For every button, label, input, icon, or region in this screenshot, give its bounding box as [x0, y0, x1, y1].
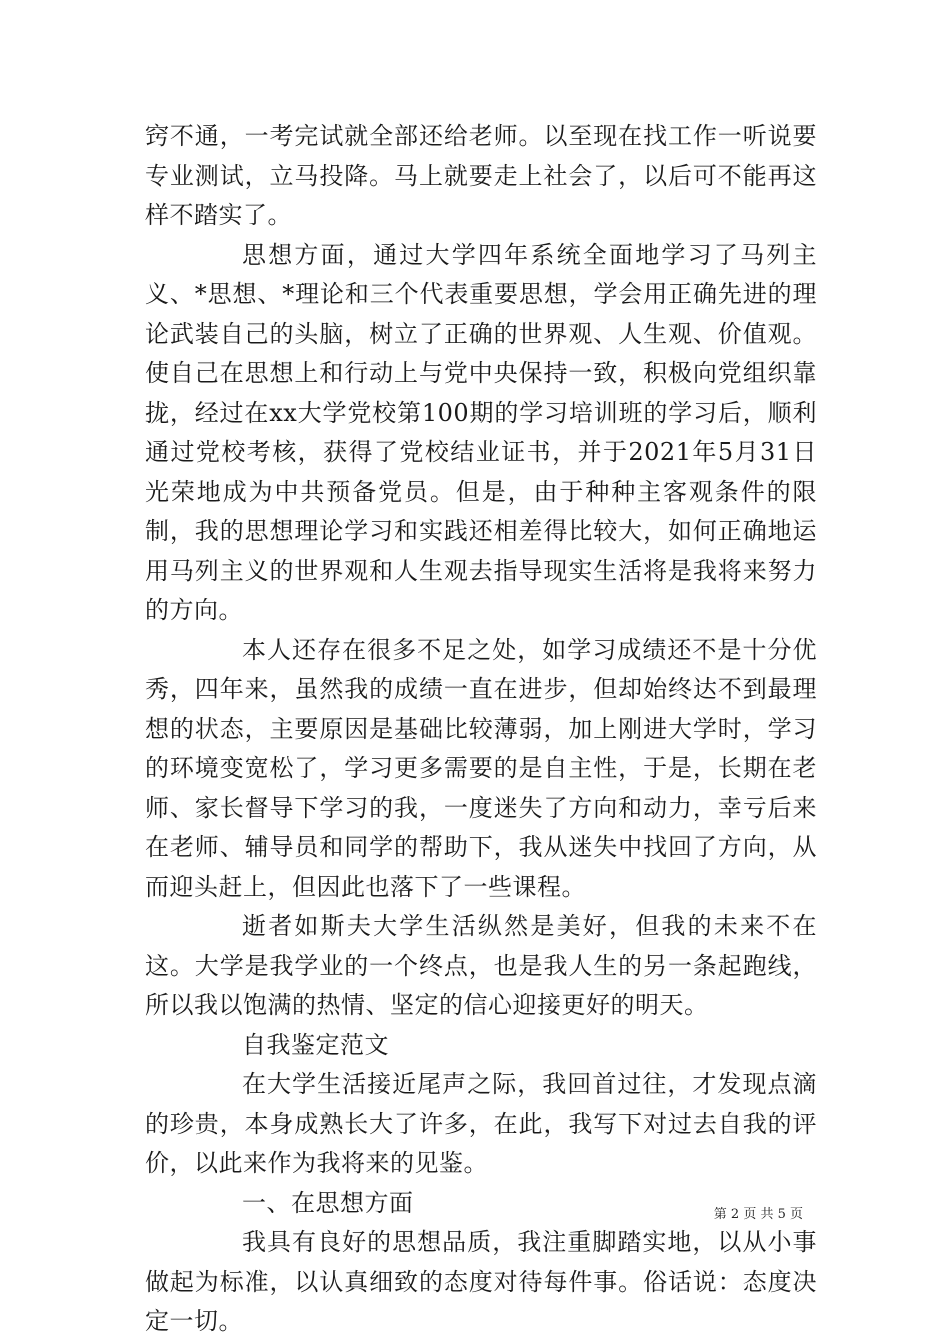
paragraph-1: 窍不通，一考完试就全部还给老师。以至现在找工作一听说要专业测试，立马投降。马上就要走上社会了，以后可不能再这样不踏实了。 — [145, 122, 817, 229]
section-heading: 自我鉴定范文 — [242, 1030, 389, 1059]
paragraph-6: 我具有良好的思想品质，我注重脚踏实地，以从小事做起为标准，以认真细致的态度对待每件事。俗话说：态度决定一切。 — [145, 1228, 817, 1335]
paragraph-3: 本人还存在很多不足之处，如学习成绩还不是十分优秀，四年来，虽然我的成绩一直在进步，但却始终达不到最理想的状态，主要原因是基础比较薄弱，加上刚进大学时，学习的环境变宽松了，学习更多需要的是自主性，于是，长期在老师、家长督导下学习的我，一度迷失了方向和动力，幸亏后来在老师、辅导员和同学的帮助下，我从迷失中找回了方向，从而迎头赶上，但因此也落下了一些课程。 — [145, 635, 817, 901]
subsection-heading: 一、在思想方面 — [242, 1188, 414, 1217]
paragraph-2: 思想方面，通过大学四年系统全面地学习了马列主义、*思想、*理论和三个代表重要思想，学会用正确先进的理论武装自己的头脑，树立了正确的世界观、人生观、价值观。使自己在思想上和行动上与党中央保持一致，积极向党组织靠拢，经过在xx大学党校第100期的学习培训班的学习后，顺利通过党校考核，获得了党校结业证书，并于2021年5月31日光荣地成为中共预备党员。但是，由于种种主客观条件的限制，我的思想理论学习和实践还相差得比较大，如何正确地运用马列主义的世界观和人生观去指导现实生活将是我将来努力的方向。 — [145, 240, 817, 624]
paragraph-5: 在大学生活接近尾声之际，我回首过往，才发现点滴的珍贵，本身成熟长大了许多，在此，我写下对过去自我的评价，以此来作为我将来的见鉴。 — [145, 1070, 817, 1177]
paragraph-4: 逝者如斯夫大学生活纵然是美好，但我的未来不在这。大学是我学业的一个终点，也是我人生的另一条起跑线，所以我以饱满的热情、坚定的信心迎接更好的明天。 — [145, 912, 817, 1019]
page-number-footer: 第 2 页 共 5 页 — [713, 1207, 803, 1222]
document-body — [145, 117, 817, 1342]
